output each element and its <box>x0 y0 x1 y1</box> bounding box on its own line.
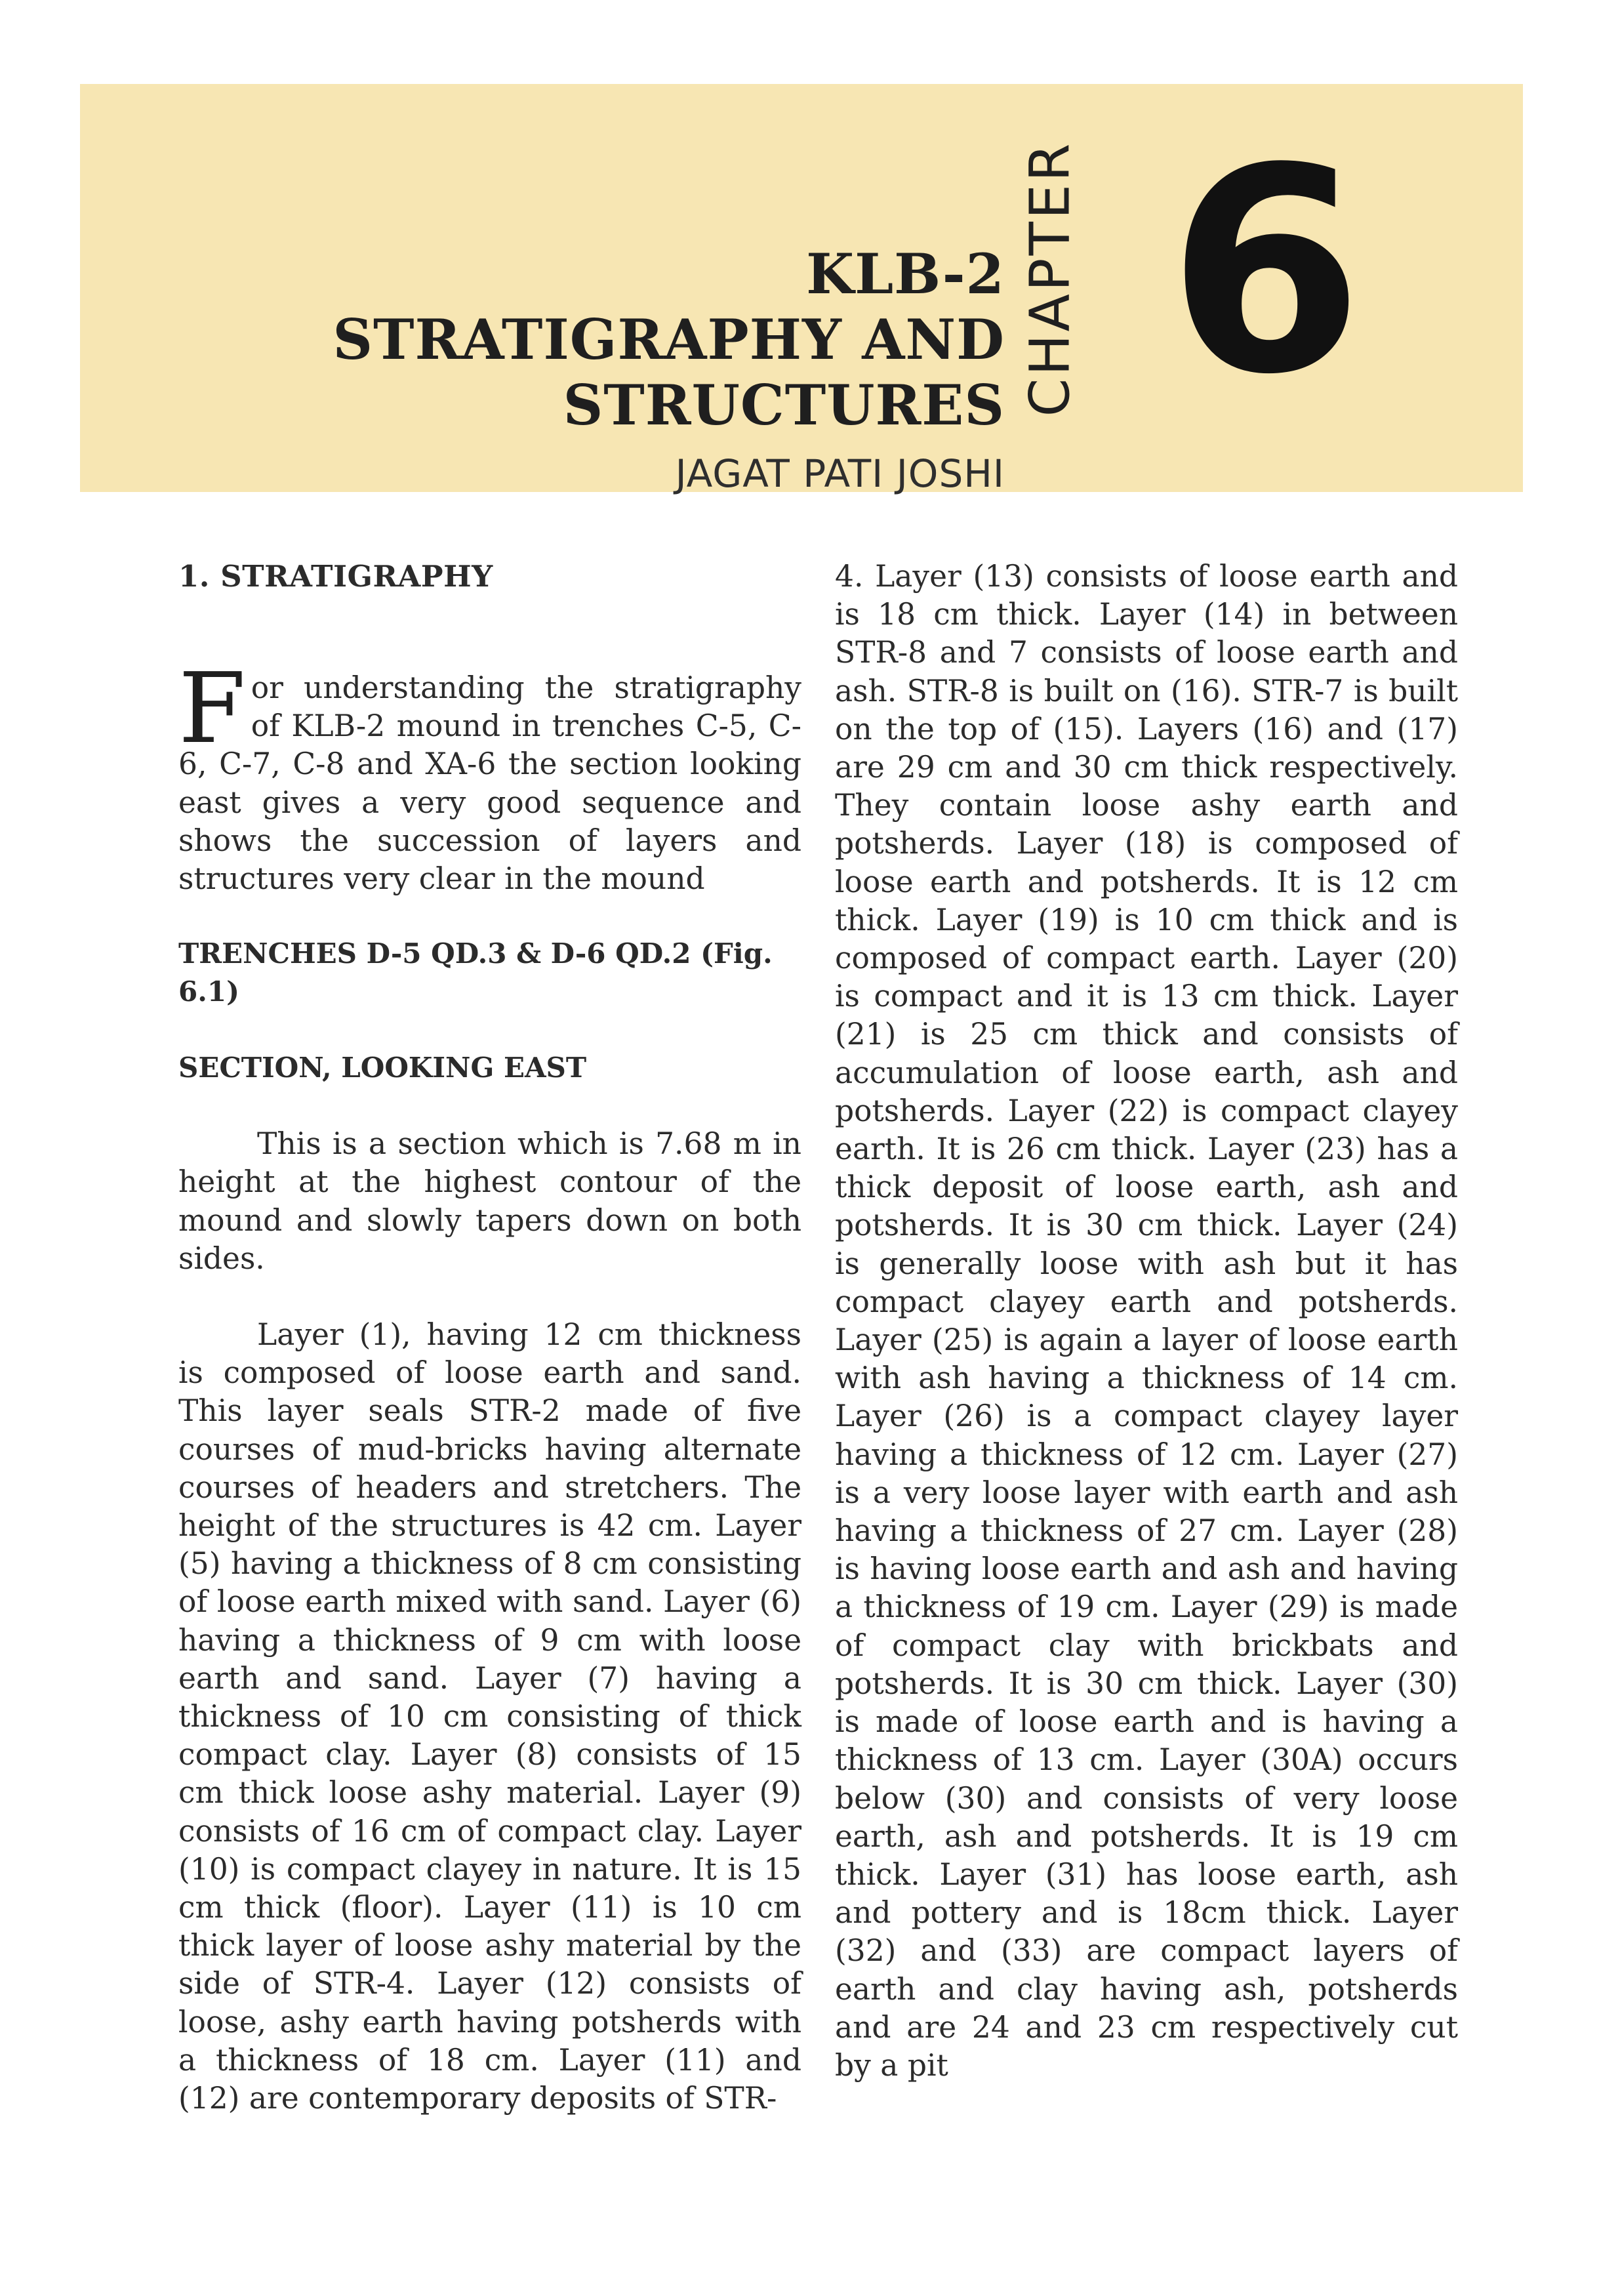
chapter-title-line-1: KLB-2 <box>806 241 1005 306</box>
drop-cap: F <box>178 652 246 765</box>
body-paragraph-3: 4. Layer (13) consists of loose earth and is 18 cm thick. Layer (14) in between STR-8 and 7 consists of loose earth and ash. STR-8 is built on (16). STR-7 is built on the top of (15). Layers (16) and (17) are 29 cm and 30 cm thick respectively. They contain loose ashy earth and potsherds. Layer (18) is composed of loose earth and potsherds. It is 12 cm thick. Layer (19) is 10 cm thick and is composed of compact earth. Layer (20) is compact and it is 13 cm thick. Layer (21) is 25 cm thick and consists of accumulation of loose earth, ash and potsherds. Layer (22) is compact clayey earth. It is 26 cm thick. Layer (23) has a thick deposit of loose earth, ash and potsherds. It is 30 cm thick. Layer (24) is generally loose with ash but it has compact clayey earth and potsherds. Layer (25) is again a layer of loose earth with ash having a thickness of 14 cm. Layer (26) is a compact clayey layer having a thickness of 12 cm. Layer (27) is a very loose layer with earth and ash having a thickness of 27 cm. Layer (28) is having loose earth and ash and having a thickness of 19 cm. Layer (29) is made of compact clay with brickbats and potsherds. It is 30 cm thick. Layer (30) is made of loose earth and is having a thickness of 13 cm. Layer (30A) occurs below (30) and consists of very loose earth, ash and potsherds. It is 19 cm thick. Layer (31) has loose earth, ash and pottery and is 18cm thick. Layer (32) and (33) are compact layers of earth and clay having ash, potsherds and are 24 and 23 cm respectively cut by a pit <box>835 559 1458 2083</box>
trench-heading: TRENCHES D-5 QD.3 & D-6 QD.2 (Fig. 6.1) <box>178 937 773 1008</box>
body-paragraph-1: This is a section which is 7.68 m in height at the highest contour of the mound and slowly tapers down on both sides. <box>178 1126 801 1276</box>
chapter-title-line-3: STRUCTURES <box>563 373 1005 438</box>
chapter-title-block <box>333 241 1005 500</box>
chapter-label <box>1017 134 1082 423</box>
intro-paragraph <box>178 652 801 898</box>
section-subheading: SECTION, LOOKING EAST <box>178 1052 587 1084</box>
chapter-number: 6 <box>1167 108 1364 436</box>
chapter-title-line-2: STRATIGRAPHY AND <box>333 307 1005 372</box>
section-heading: 1. STRATIGRAPHY <box>178 559 493 594</box>
right-column <box>835 558 1458 2085</box>
chapter-label-text: CHAPTER <box>1017 140 1082 417</box>
chapter-author: JAGAT PATI JOSHI <box>675 451 1005 496</box>
intro-text: or understanding the stratigraphy of KLB-2 mound in trenches C-5, C-6, C-7, C-8 and XA-6 the section looking east gives a very good sequence and shows the succession of layers and structures very clear in the mound <box>178 670 801 897</box>
body-paragraph-2: Layer (1), having 12 cm thickness is composed of loose earth and sand. This layer seals STR-2 made of five courses of mud-bricks having alternate courses of headers and stretchers. The height of the structures is 42 cm. Layer (5) having a thickness of 8 cm consisting of loose earth mixed with sand. Layer (6) having a thickness of 9 cm with loose earth and sand. Layer (7) having a thickness of 10 cm consisting of thick compact clay. Layer (8) consists of 15 cm thick loose ashy material. Layer (9) consists of 16 cm of compact clay. Layer (10) is compact clayey in nature. It is 15 cm thick (floor). Layer (11) is 10 cm thick layer of loose ashy material by the side of STR-4. Layer (12) consists of loose, ashy earth having potsherds with a thickness of 18 cm. Layer (11) and (12) are contemporary deposits of STR- <box>178 1317 801 2116</box>
left-column <box>178 558 801 2118</box>
